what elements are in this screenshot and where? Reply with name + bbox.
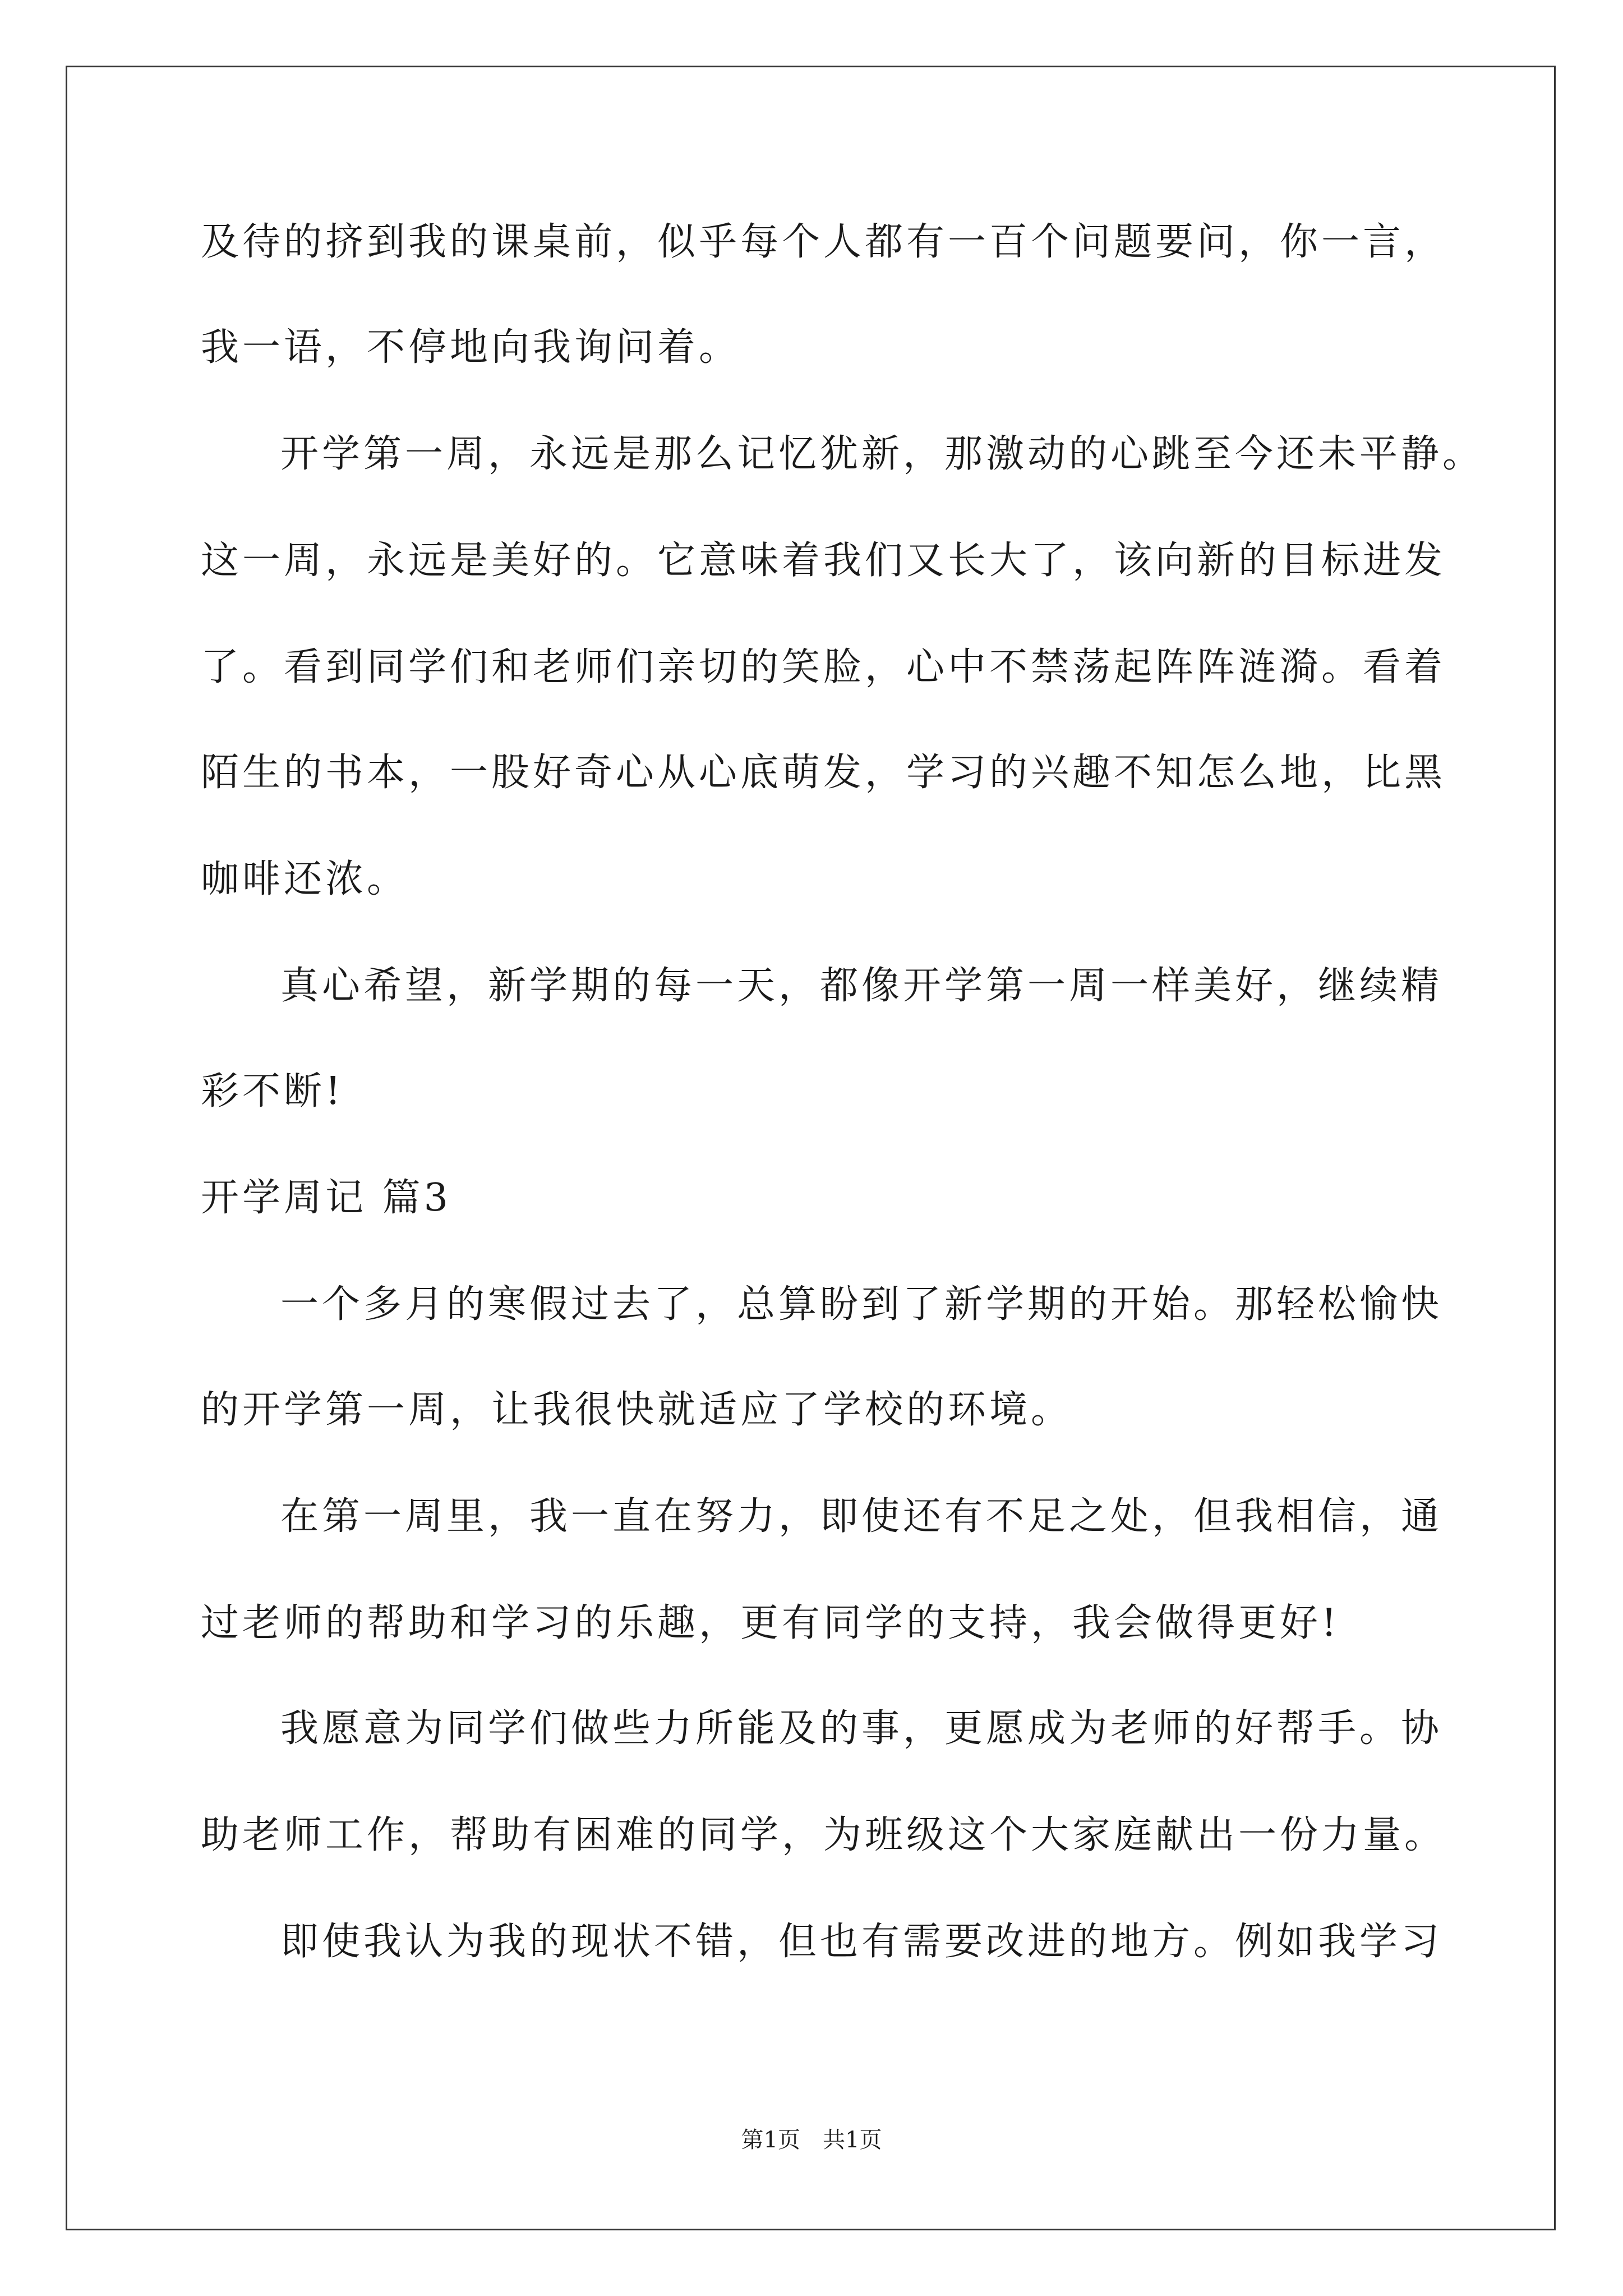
paragraph-start: 一个多月的寒假过去了，总算盼到了新学期的开始。那轻松愉快 [280, 1282, 1443, 1327]
paragraph-start: 在第一周里，我一直在努力，即使还有不足之处，但我相信，通 [280, 1494, 1443, 1539]
section-heading: 开学周记 篇3 [201, 1176, 451, 1220]
page-frame [66, 66, 1556, 2230]
paragraph-start: 开学第一周，永远是那么记忆犹新，那激动的心跳至今还未平静。 [280, 432, 1484, 476]
page-number: 第1页 共1页 [741, 2127, 882, 2153]
paragraph-start: 真心希望，新学期的每一天，都像开学第一周一样美好，继续精 [280, 964, 1443, 1008]
text-line: 陌生的书本，一股好奇心从心底萌发，学习的兴趣不知怎么地，比黑 [201, 751, 1446, 795]
text-line: 咖啡还浓。 [201, 857, 409, 901]
text-line: 的开学第一周，让我很快就适应了学校的环境。 [201, 1388, 1073, 1432]
text-line: 彩不断! [201, 1069, 344, 1114]
paragraph-start: 即使我认为我的现状不错，但也有需要改进的地方。例如我学习 [280, 1920, 1443, 1964]
text-line: 及待的挤到我的课桌前，似乎每个人都有一百个问题要问，你一言， [201, 220, 1446, 264]
text-line: 过老师的帮助和学习的乐趣，更有同学的支持，我会做得更好! [201, 1601, 1340, 1645]
text-line: 我一语，不停地向我询问着。 [201, 325, 741, 370]
paragraph-start: 我愿意为同学们做些力所能及的事，更愿成为老师的好帮手。协 [280, 1706, 1443, 1751]
text-line: 这一周，永远是美好的。它意味着我们又长大了，该向新的目标进发 [201, 539, 1446, 583]
text-line: 了。看到同学们和老师们亲切的笑脸，心中不禁荡起阵阵涟漪。看着 [201, 645, 1446, 689]
text-line: 助老师工作，帮助有困难的同学，为班级这个大家庭献出一份力量。 [201, 1813, 1446, 1857]
